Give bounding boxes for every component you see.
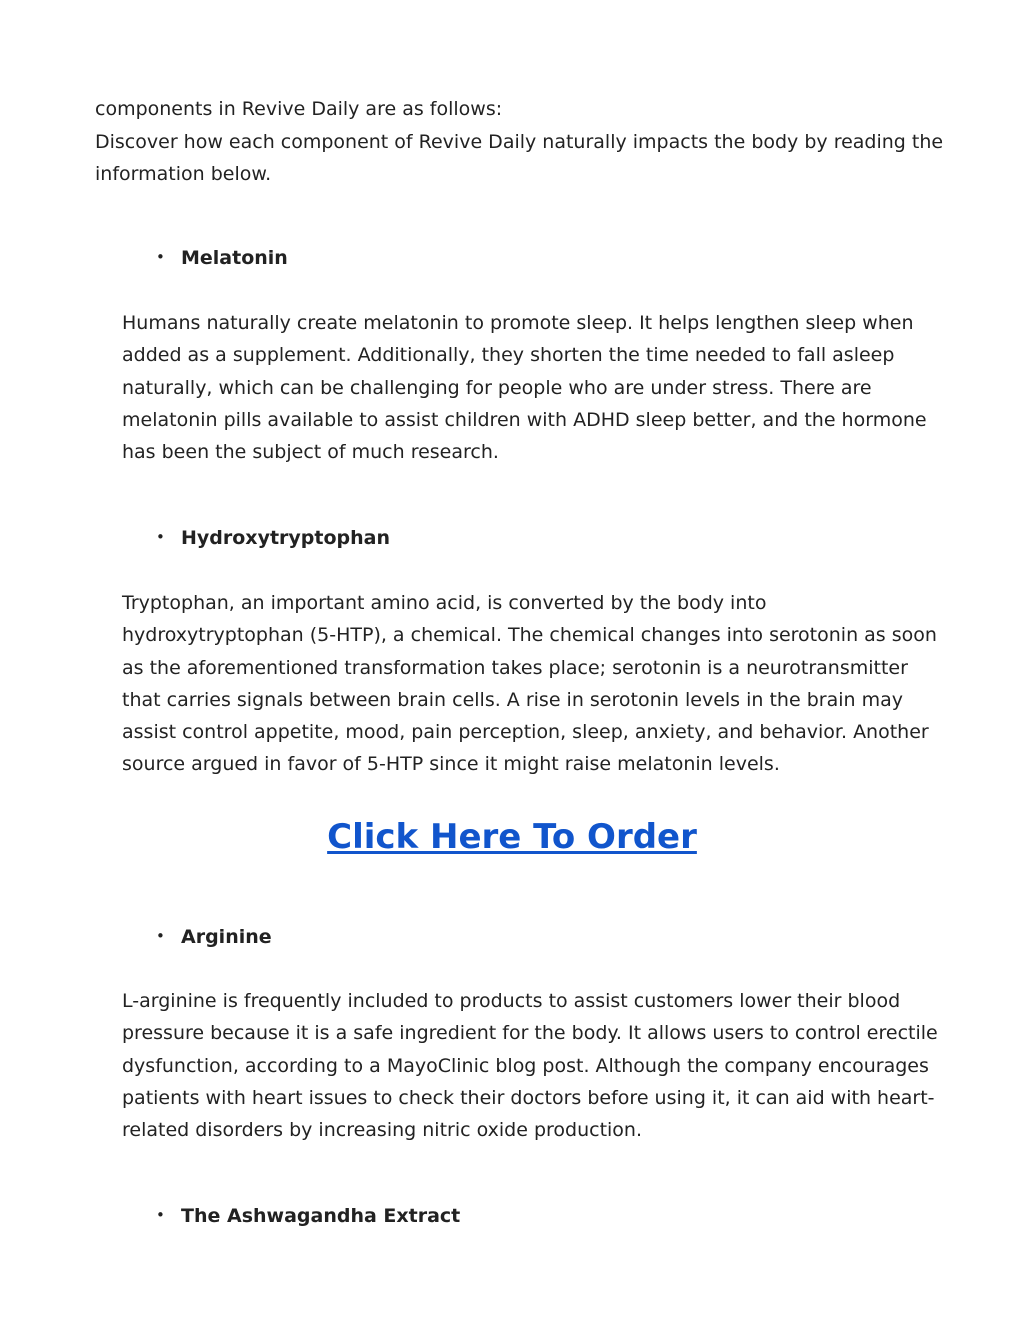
- section-body-arginine: L-arginine is frequently included to products to assist customers lower their blood pressure because it is a safe ingredient for the body. It allows users to control erectile dysfunction, according to a MayoClinic blog post. Although the company encourages patients with heart issues to check their doctors before using it, it can aid with heart-related disorders by increasing nitric oxide production.: [122, 990, 938, 1142]
- section-heading-label: Arginine: [181, 926, 272, 948]
- order-cta: [0, 812, 1024, 867]
- bullet-icon: •: [156, 528, 165, 546]
- section-body-hydroxytryptophan: Tryptophan, an important amino acid, is converted by the body into hydroxytryptophan (5-HTP), a chemical. The chemical changes into serotonin as soon as the aforementioned transformation takes place; serotonin is a neurotransmitter that carries signals between brain cells. A rise in serotonin levels in the brain may assist control appetite, mood, pain perception, sleep, anxiety, and behavior. Another source argued in favor of 5-HTP since it might raise melatonin levels.: [122, 592, 937, 776]
- intro-line-2: Discover how each component of Revive Daily naturally impacts the body by reading the information below.: [95, 130, 944, 185]
- section-heading-label: Melatonin: [181, 247, 288, 269]
- section-heading-melatonin: [156, 245, 288, 270]
- bullet-icon: •: [156, 927, 165, 945]
- intro-line-1: components in Revive Daily are as follows:: [95, 98, 503, 120]
- section-heading-label: Hydroxytryptophan: [181, 527, 390, 549]
- section-heading-hydroxytryptophan: [156, 525, 390, 550]
- click-here-to-order-link[interactable]: Click Here To Order: [327, 817, 697, 857]
- intro-text: [95, 93, 945, 191]
- section-heading-label: The Ashwagandha Extract: [181, 1205, 461, 1227]
- section-heading-ashwagandha: [156, 1203, 460, 1228]
- bullet-icon: •: [156, 248, 165, 266]
- section-body-melatonin: Humans naturally create melatonin to promote sleep. It helps lengthen sleep when added as a supplement. Additionally, they shorten the time needed to fall asleep naturally, which can be challenging for people who are under stress. There are melatonin pills available to assist children with ADHD sleep better, and the hormone has been the subject of much research.: [122, 312, 927, 464]
- bullet-icon: •: [156, 1206, 165, 1224]
- section-heading-arginine: [156, 924, 272, 949]
